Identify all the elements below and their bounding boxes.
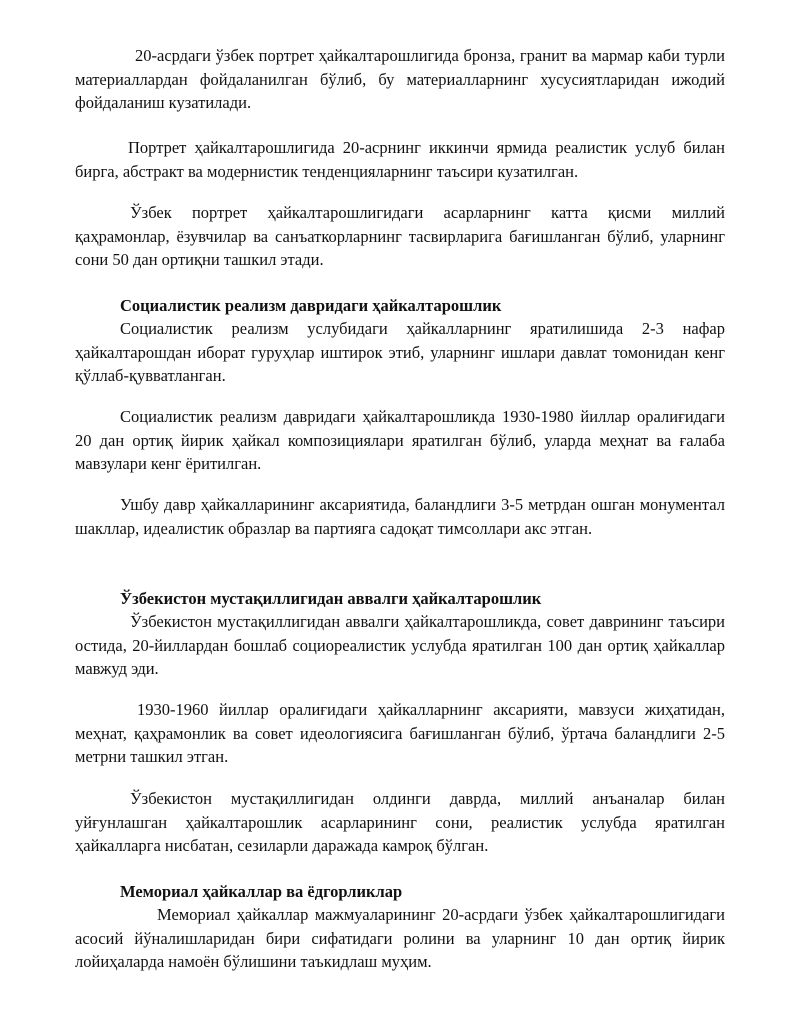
section-heading-memorials: Мемориал ҳайкаллар ва ёдгорликлар — [120, 882, 403, 901]
section-heading-socialist-realism: Социалистик реализм давридаги ҳайкалтарошлик — [120, 296, 502, 315]
paragraph-1930-1980-compositions: Социалистик реализм давридаги ҳайкалтарошликда 1930-1980 йиллар оралиғидаги 20 дан ортиқ йирик ҳайкал композициялари яратилган бўлиб, уларда меҳнат ва ғалаба мавзулари кенг ёритилган. — [75, 407, 725, 473]
paragraph-sculptor-groups: Социалистик реализм услубидаги ҳайкалларнинг яратилишида 2-3 нафар ҳайкалтарошдан иборат гуруҳлар иштирок этиб, уларнинг ишлари давлат томонидан кенг қўллаб-қувватланган. — [75, 319, 725, 385]
paragraph-realistic-abstract: Портрет ҳайкалтарошлигида 20-асрнинг иккинчи ярмида реалистик услуб билан бирга, абстракт ва модернистик тенденцияларнинг таъсири кузатилган. — [75, 138, 725, 181]
paragraph-soviet-influence: Ўзбекистон мустақиллигидан аввалги ҳайкалтарошликда, совет даврининг таъсири остида, 20-йиллардан бошлаб социореалистик услубда яратилган 100 дан ортиқ ҳайкаллар мавжуд эди. — [75, 612, 725, 678]
paragraph-bronze-granite: 20-асрдаги ўзбек портрет ҳайкалтарошлигида бронза, гранит ва мармар каби турли материаллардан фойдаланилган бўлиб, бу материалларнинг хусусиятларидан ижодий фойдаланиш кузатилади. — [75, 46, 725, 112]
paragraph-national-traditions: Ўзбекистон мустақиллигидан олдинги даврда, миллий анъаналар билан уйғунлашган ҳайкалтарошлик асарларининг сони, реалистик услубда яратилган ҳайкалларга нисбатан, сезиларли даражада камроқ бўлган. — [75, 789, 725, 855]
paragraph-memorial-complexes: Мемориал ҳайкаллар мажмуаларининг 20-асрдаги ўзбек ҳайкалтарошлигидаги асосий йўналишларидан бири сифатидаги ролини ва уларнинг 10 дан ортиқ йирик лойиҳаларда намоён бўлишини таъкидлаш муҳим. — [75, 905, 725, 971]
paragraph-1930-1960-statues: 1930-1960 йиллар оралиғидаги ҳайкалларнинг аксарияти, мавзуси жиҳатидан, меҳнат, қаҳрамонлик ва совет идеологиясига бағишланган бўлиб, ўртача баландлиги 2-5 метрни ташкил этган. — [75, 700, 725, 766]
section-heading-pre-independence: Ўзбекистон мустақиллигидан аввалги ҳайкалтарошлик — [120, 589, 542, 608]
paragraph-monumental-forms: Ушбу давр ҳайкалларининг аксариятида, баландлиги 3-5 метрдан ошган монументал шакллар, идеалистик образлар ва партияга садоқат тимсоллари акс этган. — [75, 495, 725, 538]
paragraph-national-heroes: Ўзбек портрет ҳайкалтарошлигидаги асарларнинг катта қисми миллий қаҳрамонлар, ёзувчилар ва санъаткорларнинг тасвирларига бағишланган бўлиб, уларнинг сони 50 дан ортиқни ташкил этади. — [75, 203, 725, 269]
